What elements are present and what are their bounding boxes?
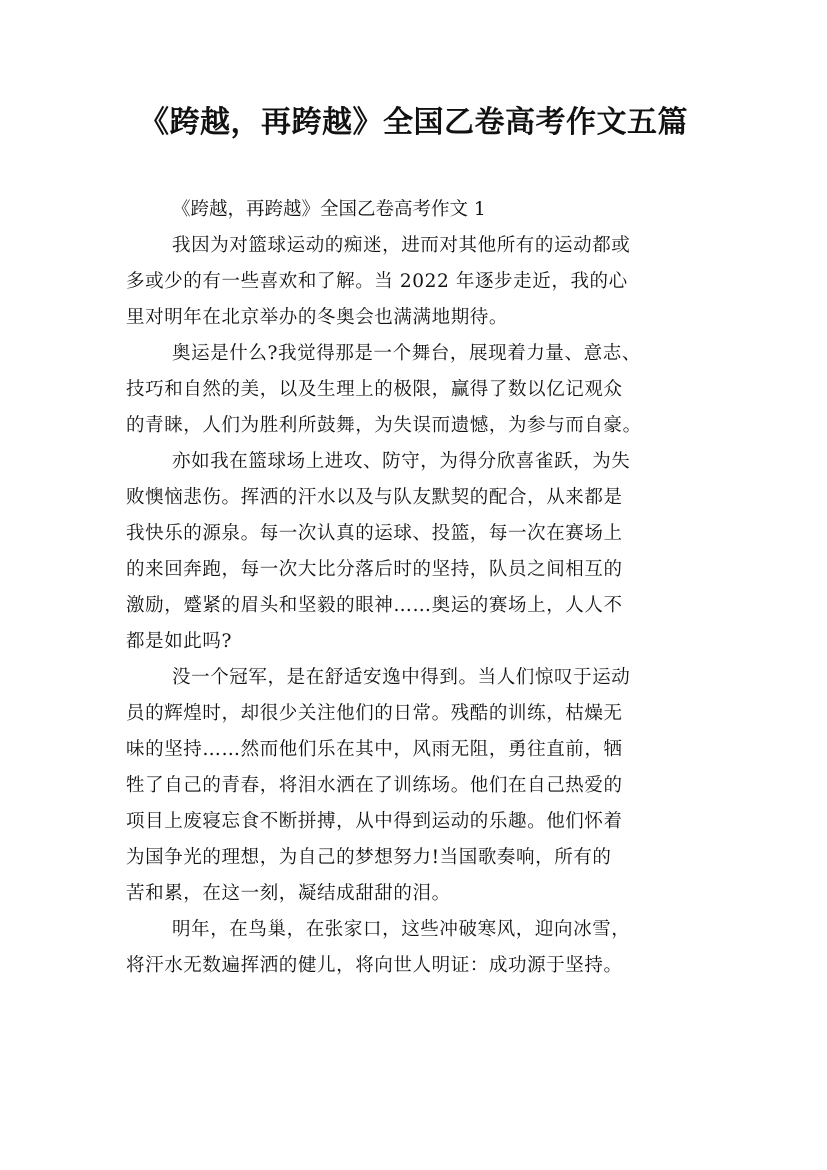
paragraph-line: 我快乐的源泉。每一次认真的运球、投篮，每一次在赛场上 [126, 523, 623, 544]
paragraph-line: 败懊恼悲伤。挥洒的汗水以及与队友默契的配合，从来都是 [126, 487, 623, 508]
paragraph-line: 将汗水无数遍挥洒的健儿，将向世人明证：成功源于坚持。 [126, 955, 623, 976]
paragraph-line: 苦和累，在这一刻，凝结成甜甜的泪。 [126, 883, 451, 904]
paragraph-line: 员的辉煌时，却很少关注他们的日常。残酷的训练，枯燥无 [126, 703, 623, 724]
paragraph-line: 味的坚持……然而他们乐在其中，风雨无阻，勇往直前，牺 [126, 739, 623, 760]
paragraph-line: 里对明年在北京举办的冬奥会也满满地期待。 [126, 307, 509, 328]
paragraph-line: 牲了自己的青春，将泪水洒在了训练场。他们在自己热爱的 [126, 775, 623, 796]
paragraph-line: 的来回奔跑，每一次大比分落后时的坚持，队员之间相互的 [126, 559, 623, 580]
body-paragraph [126, 336, 708, 444]
body-paragraph [126, 660, 708, 912]
document-title: 《跨越，再跨越》全国乙卷高考作文五篇 [139, 105, 688, 140]
paragraph-line: 为国争光的理想，为自己的梦想努力!当国歌奏响，所有的 [126, 847, 612, 868]
essay-subtitle: 《跨越，再跨越》全国乙卷高考作文 1 [172, 199, 486, 220]
document-body [126, 192, 708, 984]
paragraph-line: 的青睐，人们为胜利所鼓舞，为失误而遗憾，为参与而自豪。 [126, 415, 642, 436]
paragraph-line: 多或少的有一些喜欢和了解。当 2022 年逐步走近，我的心 [126, 271, 628, 292]
paragraph-line: 亦如我在篮球场上进攻、防守，为得分欣喜雀跃，为失 [172, 451, 631, 472]
body-paragraph [126, 912, 708, 984]
essay-paragraphs [126, 228, 708, 984]
paragraph-line: 激励，蹙紧的眉头和坚毅的眼神……奥运的赛场上，人人不 [126, 595, 623, 616]
paragraph-line: 项目上废寝忘食不断拼搏，从中得到运动的乐趣。他们怀着 [126, 811, 623, 832]
paragraph-line: 奥运是什么?我觉得那是一个舞台，展现着力量、意志、 [172, 343, 641, 364]
paragraph-line: 都是如此吗? [126, 631, 233, 652]
body-paragraph [126, 444, 708, 660]
paragraph-line: 没一个冠军，是在舒适安逸中得到。当人们惊叹于运动 [172, 667, 631, 688]
body-paragraph [126, 228, 708, 336]
paragraph-line: 明年，在鸟巢，在张家口，这些冲破寒风，迎向冰雪， [172, 919, 631, 940]
paragraph-line: 技巧和自然的美，以及生理上的极限，赢得了数以亿记观众 [126, 379, 623, 400]
paragraph-line: 我因为对篮球运动的痴迷，进而对其他所有的运动都或 [172, 235, 631, 256]
